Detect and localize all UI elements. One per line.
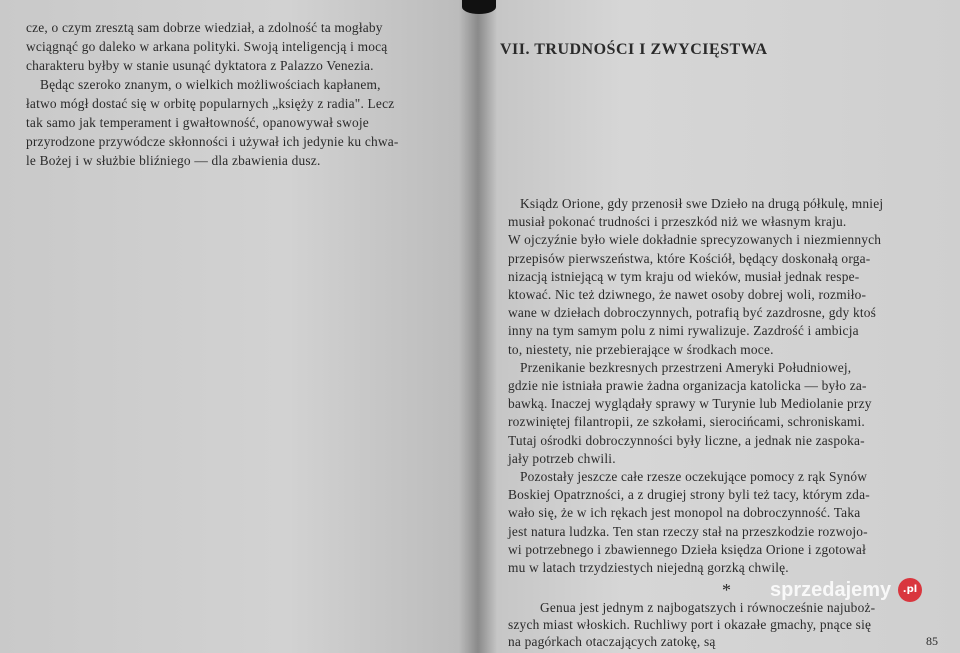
book-gutter: [462, 0, 496, 14]
text-line: mu w latach trzydziestych niejedną gorzką chwilę.: [508, 560, 789, 575]
text-line: inny na tym samym polu z nimi rywalizuje. Zazdrość i ambicja: [508, 323, 859, 339]
watermark-badge: .pl: [898, 578, 922, 602]
text-line: wało się, że w ich rękach jest monopol na dobroczynność. Taka: [508, 505, 861, 521]
text-line: wane w dziełach dobroczynnych, potrafią być zazdrosne, gdy ktoś: [508, 305, 877, 321]
text-line: Genua jest jednym z najbogatszych i równocześnie najuboż-: [540, 600, 876, 615]
text-line: przyrodzone przywódcze skłonności i używał ich jedynie ku chwa-: [26, 134, 399, 149]
text-line: łatwo mógł dostać się w orbitę popularnych „księży z radia". Lecz: [26, 96, 395, 111]
text-line: szych miast włoskich. Ruchliwy port i okazałe gmachy, pnące się: [508, 617, 872, 632]
text-line: charakteru byłby w stanie usunąć dyktatora z Palazzo Venezia.: [26, 58, 374, 73]
text-line: przepisów pierwszeństwa, które Kościół, będący doskonałą orga-: [508, 250, 871, 266]
text-line: Boskiej Opatrzności, a z drugiej strony byli też tacy, którym zda-: [508, 487, 870, 503]
page-number: 85: [926, 634, 938, 648]
text-line: Tutaj ośrodki dobroczynności były liczne, a jednak nie zaspoka-: [508, 432, 865, 448]
watermark-logo: sprzedajemy: [770, 579, 892, 601]
section-separator: *: [722, 580, 731, 600]
text-line: jały potrzeb chwili.: [508, 450, 616, 466]
text-line: Przenikanie bezkresnych przestrzeni Ameryki Południowej,: [520, 359, 852, 375]
text-line: bawką. Inaczej wyglądały sprawy w Turynie lub Mediolanie przy: [508, 396, 872, 412]
text-line: wi potrzebnego i zbawiennego Dzieła księdza Orione i zgotował: [508, 541, 866, 557]
text-line: na pagórkach otaczających zatokę, są: [508, 634, 716, 649]
text-line: cze, o czym zresztą sam dobrze wiedział, a zdolność ta mogłaby: [26, 20, 383, 35]
text-line: gdzie nie istniała prawie żadna organizacja katolicka — było za-: [508, 378, 867, 393]
text-line: ktować. Nic też dziwnego, że nawet osoby dobrej woli, rozmiło-: [508, 287, 867, 302]
text-line: to, niestety, nie przebierające w środkach moce.: [508, 341, 774, 357]
text-line: nizacją istniejącą w tym kraju od wieków, musiał jednak respe-: [508, 268, 860, 284]
text-line: tak samo jak temperament i gwałtowność, opanowywał swoje: [26, 115, 369, 130]
text-line: le Bożej i w służbie bliźniego — dla zbawienia dusz.: [26, 153, 321, 168]
text-line: W ojczyźnie było wiele dokładnie sprecyzowanych i niezmiennych: [508, 232, 882, 248]
text-line: musiał pokonać trudności i przeszkód niż we własnym kraju.: [508, 214, 847, 230]
text-line: Będąc szeroko znanym, o wielkich możliwościach kapłanem,: [40, 77, 381, 92]
text-line: Ksiądz Orione, gdy przenosił swe Dzieło na drugą półkulę, mniej: [520, 196, 884, 211]
text-line: wciągnąć go daleko w arkana polityki. Swoją inteligencją i mocą: [26, 39, 388, 54]
chapter-heading: VII. TRUDNOŚCI I ZWYCIĘSTWA: [500, 41, 768, 58]
text-line: jest natura ludzka. Ten stan rzeczy stał na przeszkodzie rozwojo-: [508, 523, 868, 539]
text-line: Pozostały jeszcze całe rzesze oczekujące pomocy z rąk Synów: [520, 469, 868, 484]
text-line: rozwiniętej filantropii, ze szkołami, sierocińcami, schroniskami.: [508, 414, 865, 430]
